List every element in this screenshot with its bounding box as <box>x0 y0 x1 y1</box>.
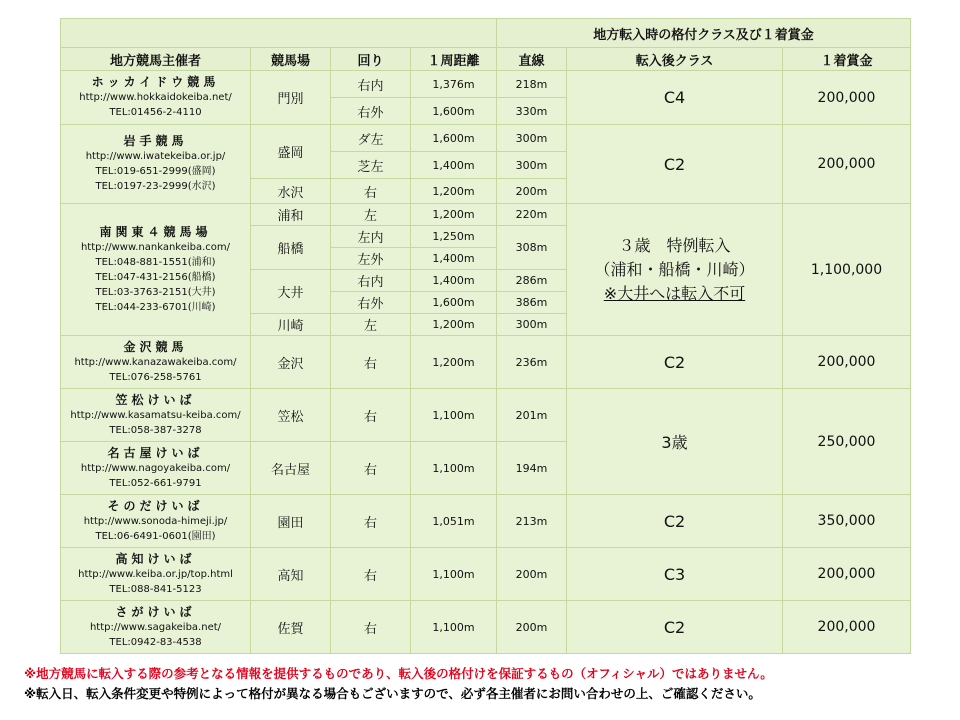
url-link[interactable]: http://www.sagakeiba.net/ <box>89 621 222 633</box>
col-straight: 直線 <box>497 48 567 71</box>
class-saga: C2 <box>567 601 783 654</box>
class-tokai: 3歳 <box>567 389 783 495</box>
track-morioka: 盛岡 <box>251 125 331 179</box>
url-link[interactable]: http://www.hokkaidokeiba.net/ <box>79 92 232 103</box>
class-kochi: C3 <box>567 548 783 601</box>
url-link[interactable]: http://www.kanazawakeiba.com/ <box>74 356 237 368</box>
track-kawasaki: 川崎 <box>251 314 331 336</box>
col-track: 競馬場 <box>251 48 331 71</box>
url-link[interactable]: http://www.sonoda-himeji.jp/ <box>83 515 228 527</box>
col-turn: 回り <box>331 48 411 71</box>
class-kanazawa: C2 <box>567 336 783 389</box>
organizer-saga: さがけいば http://www.sagakeiba.net/ TEL:0942-83-4538 <box>61 601 251 654</box>
prize-sonoda: 350,000 <box>783 495 911 548</box>
prize-kanazawa: 200,000 <box>783 336 911 389</box>
organizer-kanazawa: 金沢競馬 http://www.kanazawakeiba.com/ TEL:076-258-5761 <box>61 336 251 389</box>
prize-saga: 200,000 <box>783 601 911 654</box>
track-kanazawa: 金沢 <box>251 336 331 389</box>
col-organizer: 地方競馬主催者 <box>61 48 251 71</box>
class-hokkaido: C4 <box>567 71 783 125</box>
prize-hokkaido: 200,000 <box>783 71 911 125</box>
organizer-nankan: 南関東４競馬場 http://www.nankankeiba.com/ TEL:048-881-1551(浦和) TEL:047-431-2156(船橋) TEL:03-3763-2151(大井) TEL:044-233-6701(川崎) <box>61 204 251 336</box>
prize-tokai: 250,000 <box>783 389 911 495</box>
header-blank <box>61 19 497 48</box>
col-class: 転入後クラス <box>567 48 783 71</box>
url-link[interactable]: http://www.keiba.or.jp/top.html <box>78 568 233 580</box>
track-kochi: 高知 <box>251 548 331 601</box>
organizer-kasamatsu: 笠松けいば http://www.kasamatsu-keiba.com/ TEL:058-387-3278 <box>61 389 251 442</box>
organizer-sonoda: そのだけいば http://www.sonoda-himeji.jp/ TEL:06-6491-0601(園田) <box>61 495 251 548</box>
prize-nankan: 1,100,000 <box>783 204 911 336</box>
organizer-kochi: 高知けいば http://www.keiba.or.jp/top.html TEL:088-841-5123 <box>61 548 251 601</box>
prize-iwate: 200,000 <box>783 125 911 204</box>
track-saga: 佐賀 <box>251 601 331 654</box>
class-sonoda: C2 <box>567 495 783 548</box>
class-iwate: C2 <box>567 125 783 204</box>
prize-kochi: 200,000 <box>783 548 911 601</box>
col-prize: １着賞金 <box>783 48 911 71</box>
organizer-nagoya: 名古屋けいば http://www.nagoyakeiba.com/ TEL:052-661-9791 <box>61 442 251 495</box>
track-monbetsu: 門別 <box>251 71 331 125</box>
organizer-iwate: 岩手競馬 http://www.iwatekeiba.or.jp/ TEL:019-651-2999(盛岡) TEL:0197-23-2999(水沢) <box>61 125 251 204</box>
disclaimer-red: ※地方競馬に転入する際の参考となる情報を提供するものであり、転入後の格付けを保証するもの（オフィシャル）ではありません。 <box>24 666 773 681</box>
class-nankan-special: ３歳 特例転入 （浦和・船橋・川崎） ※大井へは転入不可 <box>567 204 783 336</box>
organizer-hokkaido: ホッカイドウ競馬 http://www.hokkaidokeiba.net/ TEL:01456-2-4110 <box>61 71 251 125</box>
disclaimer-notes <box>24 664 954 704</box>
url-link[interactable]: http://www.nankankeiba.com/ <box>80 241 231 253</box>
track-urawa: 浦和 <box>251 204 331 226</box>
track-ooi: 大井 <box>251 270 331 314</box>
track-funabashi: 船橋 <box>251 226 331 270</box>
disclaimer-black: ※転入日、転入条件変更や特例によって格付が異なる場合もございますので、必ず各主催者にお問い合わせの上、ご確認ください。 <box>24 686 761 701</box>
header-group: 地方転入時の格付クラス及び１着賞金 <box>497 19 911 48</box>
url-link[interactable]: http://www.iwatekeiba.or.jp/ <box>85 151 226 162</box>
track-kasamatsu: 笠松 <box>251 389 331 442</box>
track-mizusawa: 水沢 <box>251 179 331 204</box>
track-sonoda: 園田 <box>251 495 331 548</box>
col-distance: １周距離 <box>411 48 497 71</box>
track-nagoya: 名古屋 <box>251 442 331 495</box>
url-link[interactable]: http://www.kasamatsu-keiba.com/ <box>70 409 241 421</box>
transfer-class-table: 地方転入時の格付クラス及び１着賞金 地方競馬主催者 競馬場 回り １周距離 直線 転入後クラス １着賞金 ホッカイドウ競馬 http://www.hokkaidokeiba.net/ TEL:01456-2-4110 門別 右内 1,376m 218m C4 200,000 右外 1,600m 330m 岩手競馬 http://www.iwatekeiba.or.jp/ TEL:019-651-2999(盛岡) TEL:0197-23-2999(水沢) 盛岡 ダ左 1,600m 300m C2 200,000 芝左 1,400m 300m 水沢 右 1,200m 200m 南関東４競馬場 http://www.nankankeiba.com/ TEL:048-881-1551(浦和) TEL:047-431-2156(船橋) TEL:03-3763-2151(大井) TEL:044-233-6701(川崎) 浦和 左 1,200m 220m ３歳 特例転入 （浦和・船橋・川崎） ※大井へは転入不可 1,100,000 船橋 左内 1,250m 308m 左外 1,400m 大井 右内 1,400m 286m 右外 1,600m 386m 川崎 左 1,200m 300m 金沢競馬 http://www.kanazawakeiba.com/ TEL:076-258-5761 金沢 右 1,200m 236m C2 200,000 笠松けいば http://www.kasamatsu-keiba.com/ TEL:058-387-3278 笠松 右 1,100m 201m 3歳 250,000 名古屋けいば http://www.nagoyakeiba.com/ TEL:052-661-9791 名古屋 右 1,100m 194m そのだけいば http://www.sonoda-himeji.jp/ TEL:06-6491-0601(園田) 園田 右 1,051m 213m C2 350,000 高知けいば http://www.keiba.or.jp/top.html TEL:088-841-5123 高知 右 1,100m 200m C3 200,000 さがけいば http://www.sagakeiba.net/ TEL:0942-83-4538 佐賀 右 1,100m 200m C2 200,000 <box>60 18 911 654</box>
url-link[interactable]: http://www.nagoyakeiba.com/ <box>80 462 231 474</box>
